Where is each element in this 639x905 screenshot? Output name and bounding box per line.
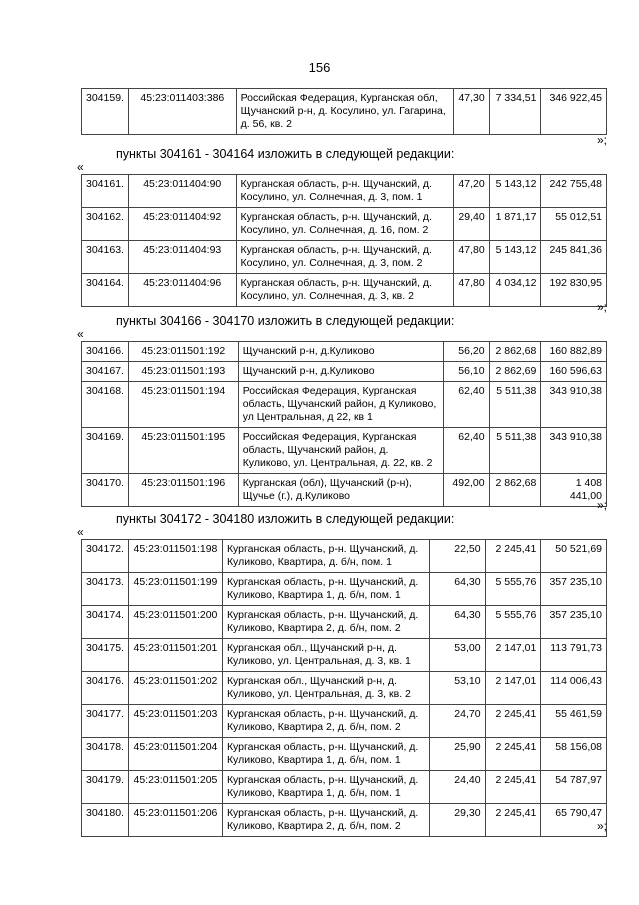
area-cell: 62,40 xyxy=(443,382,489,428)
address-cell: Курганская обл., Щучанский р-н, д. Куликово, ул. Центральная, д. 3, кв. 1 xyxy=(222,639,429,672)
cadastral-number-cell: 45:23:011501:196 xyxy=(128,474,238,507)
row-number-cell: 304179. xyxy=(82,771,129,804)
area-cell: 47,30 xyxy=(454,89,489,135)
table-row xyxy=(82,606,607,639)
cadastral-number-cell: 45:23:011404:93 xyxy=(128,241,236,274)
closing-quote: »; xyxy=(596,133,607,147)
area-cell: 53,00 xyxy=(429,639,485,672)
opening-quote: « xyxy=(77,160,84,174)
row-number-cell: 304167. xyxy=(82,362,129,382)
area-cell: 62,40 xyxy=(443,428,489,474)
cadastral-value-cell: 357 235,10 xyxy=(541,606,607,639)
table-row xyxy=(82,241,607,274)
area-cell: 29,40 xyxy=(454,208,489,241)
cadastral-value-cell: 346 922,45 xyxy=(541,89,607,135)
section-heading: пункты 304161 - 304164 изложить в следующей редакции: xyxy=(116,147,455,161)
row-number-cell: 304173. xyxy=(82,573,129,606)
specific-value-cell: 4 034,12 xyxy=(489,274,541,307)
cadastral-number-cell: 45:23:011501:194 xyxy=(128,382,238,428)
cadastral-number-cell: 45:23:011404:92 xyxy=(128,208,236,241)
area-cell: 64,30 xyxy=(429,606,485,639)
specific-value-cell: 2 245,41 xyxy=(485,804,541,837)
table-row xyxy=(82,175,607,208)
cadastral-value-cell: 242 755,48 xyxy=(541,175,607,208)
table-row xyxy=(82,771,607,804)
cadastral-number-cell: 45:23:011404:90 xyxy=(128,175,236,208)
area-cell: 24,70 xyxy=(429,705,485,738)
cadastral-number-cell: 45:23:011501:192 xyxy=(128,342,238,362)
row-number-cell: 304177. xyxy=(82,705,129,738)
cadastral-value-cell: 55 012,51 xyxy=(541,208,607,241)
address-cell: Российская Федерация, Курганская область, Щучанский район, д Куликово, ул Центральная, д 22, кв 1 xyxy=(238,382,443,428)
specific-value-cell: 2 245,41 xyxy=(485,771,541,804)
table-row xyxy=(82,428,607,474)
cadastral-number-cell: 45:23:011501:206 xyxy=(128,804,222,837)
address-cell: Щучанский р-н, д.Куликово xyxy=(238,342,443,362)
row-number-cell: 304161. xyxy=(82,175,129,208)
cadastral-number-cell: 45:23:011501:203 xyxy=(128,705,222,738)
address-cell: Курганская область, р-н. Щучанский, д. Косулино, ул. Солнечная, д. 16, пом. 2 xyxy=(236,208,454,241)
area-cell: 47,80 xyxy=(454,241,489,274)
area-cell: 29,30 xyxy=(429,804,485,837)
page-number: 156 xyxy=(308,60,331,75)
cadastral-number-cell: 45:23:011403:386 xyxy=(128,89,236,135)
table-row xyxy=(82,382,607,428)
address-cell: Курганская область, р-н. Щучанский, д. Куликово, Квартира, д. б/н, пом. 1 xyxy=(222,540,429,573)
cadastral-value-cell: 54 787,97 xyxy=(541,771,607,804)
cadastral-number-cell: 45:23:011501:195 xyxy=(128,428,238,474)
cadastral-value-cell: 357 235,10 xyxy=(541,573,607,606)
row-number-cell: 304168. xyxy=(82,382,129,428)
opening-quote: « xyxy=(77,525,84,539)
table-row xyxy=(82,672,607,705)
row-number-cell: 304170. xyxy=(82,474,129,507)
specific-value-cell: 2 862,69 xyxy=(489,362,541,382)
address-cell: Российская Федерация, Курганская область, Щучанский район, д. Куликово, ул. Центральная, д. 22, кв. 2 xyxy=(238,428,443,474)
address-cell: Курганская область, р-н. Щучанский, д. Куликово, Квартира 1, д. б/н, пом. 1 xyxy=(222,738,429,771)
table-row xyxy=(82,274,607,307)
cadastral-number-cell: 45:23:011501:193 xyxy=(128,362,238,382)
row-number-cell: 304174. xyxy=(82,606,129,639)
address-cell: Курганская обл., Щучанский р-н, д. Куликово, ул. Центральная, д. 3, кв. 2 xyxy=(222,672,429,705)
specific-value-cell: 2 245,41 xyxy=(485,540,541,573)
cadastral-number-cell: 45:23:011501:204 xyxy=(128,738,222,771)
specific-value-cell: 1 871,17 xyxy=(489,208,541,241)
cadastral-value-cell: 114 006,43 xyxy=(541,672,607,705)
cadastral-number-cell: 45:23:011501:199 xyxy=(128,573,222,606)
cadastral-value-cell: 192 830,95 xyxy=(541,274,607,307)
table-row xyxy=(82,362,607,382)
address-cell: Курганская область, р-н. Щучанский, д. Куликово, Квартира 2, д. б/н, пом. 2 xyxy=(222,606,429,639)
cadastral-value-cell: 55 461,59 xyxy=(541,705,607,738)
cadastral-value-cell: 160 596,63 xyxy=(541,362,607,382)
table-row xyxy=(82,342,607,362)
cadastral-value-cell: 160 882,89 xyxy=(541,342,607,362)
specific-value-cell: 5 555,76 xyxy=(485,573,541,606)
registry-table xyxy=(81,341,607,507)
closing-quote: »; xyxy=(596,300,607,314)
registry-table xyxy=(81,88,607,135)
address-cell: Российская Федерация, Курганская обл, Щучанский р-н, д. Косулино, ул. Гагарина, д. 56, кв. 2 xyxy=(236,89,454,135)
table-row xyxy=(82,474,607,507)
cadastral-value-cell: 343 910,38 xyxy=(541,428,607,474)
area-cell: 64,30 xyxy=(429,573,485,606)
cadastral-value-cell: 58 156,08 xyxy=(541,738,607,771)
specific-value-cell: 2 147,01 xyxy=(485,672,541,705)
cadastral-number-cell: 45:23:011501:202 xyxy=(128,672,222,705)
specific-value-cell: 5 143,12 xyxy=(489,241,541,274)
specific-value-cell: 7 334,51 xyxy=(489,89,541,135)
specific-value-cell: 2 245,41 xyxy=(485,738,541,771)
specific-value-cell: 2 245,41 xyxy=(485,705,541,738)
row-number-cell: 304164. xyxy=(82,274,129,307)
address-cell: Курганская область, р-н. Щучанский, д. Куликово, Квартира 1, д. б/н, пом. 1 xyxy=(222,573,429,606)
area-cell: 24,40 xyxy=(429,771,485,804)
cadastral-value-cell: 50 521,69 xyxy=(541,540,607,573)
cadastral-number-cell: 45:23:011501:200 xyxy=(128,606,222,639)
closing-quote: »; xyxy=(596,819,607,833)
specific-value-cell: 5 511,38 xyxy=(489,382,541,428)
address-cell: Курганская область, р-н. Щучанский, д. Куликово, Квартира 2, д. б/н, пом. 2 xyxy=(222,804,429,837)
cadastral-value-cell: 65 790,47 xyxy=(541,804,607,837)
cadastral-value-cell: 343 910,38 xyxy=(541,382,607,428)
row-number-cell: 304166. xyxy=(82,342,129,362)
registry-table xyxy=(81,174,607,307)
address-cell: Щучанский р-н, д.Куликово xyxy=(238,362,443,382)
area-cell: 53,10 xyxy=(429,672,485,705)
area-cell: 47,80 xyxy=(454,274,489,307)
row-number-cell: 304176. xyxy=(82,672,129,705)
cadastral-number-cell: 45:23:011501:201 xyxy=(128,639,222,672)
table-row xyxy=(82,738,607,771)
specific-value-cell: 2 147,01 xyxy=(485,639,541,672)
row-number-cell: 304178. xyxy=(82,738,129,771)
row-number-cell: 304163. xyxy=(82,241,129,274)
cadastral-value-cell: 245 841,36 xyxy=(541,241,607,274)
address-cell: Курганская область, р-н. Щучанский, д. Косулино, ул. Солнечная, д. 3, кв. 2 xyxy=(236,274,454,307)
area-cell: 492,00 xyxy=(443,474,489,507)
specific-value-cell: 2 862,68 xyxy=(489,342,541,362)
area-cell: 22,50 xyxy=(429,540,485,573)
table-row xyxy=(82,639,607,672)
opening-quote: « xyxy=(77,327,84,341)
table-row xyxy=(82,804,607,837)
specific-value-cell: 5 143,12 xyxy=(489,175,541,208)
table-row xyxy=(82,208,607,241)
specific-value-cell: 5 555,76 xyxy=(485,606,541,639)
table-row xyxy=(82,573,607,606)
section-heading: пункты 304172 - 304180 изложить в следующей редакции: xyxy=(116,512,455,526)
cadastral-number-cell: 45:23:011501:205 xyxy=(128,771,222,804)
cadastral-number-cell: 45:23:011501:198 xyxy=(128,540,222,573)
address-cell: Курганская область, р-н. Щучанский, д. Куликово, Квартира 1, д. б/н, пом. 1 xyxy=(222,771,429,804)
area-cell: 56,10 xyxy=(443,362,489,382)
row-number-cell: 304180. xyxy=(82,804,129,837)
area-cell: 56,20 xyxy=(443,342,489,362)
registry-table xyxy=(81,539,607,837)
row-number-cell: 304169. xyxy=(82,428,129,474)
specific-value-cell: 5 511,38 xyxy=(489,428,541,474)
row-number-cell: 304162. xyxy=(82,208,129,241)
address-cell: Курганская (обл), Щучанский (р-н), Щучье (г.), д.Куликово xyxy=(238,474,443,507)
area-cell: 47,20 xyxy=(454,175,489,208)
specific-value-cell: 2 862,68 xyxy=(489,474,541,507)
table-row xyxy=(82,89,607,135)
row-number-cell: 304175. xyxy=(82,639,129,672)
cadastral-value-cell: 1 408 441,00 xyxy=(541,474,607,507)
table-row xyxy=(82,540,607,573)
address-cell: Курганская область, р-н. Щучанский, д. Куликово, Квартира 2, д. б/н, пом. 2 xyxy=(222,705,429,738)
cadastral-number-cell: 45:23:011404:96 xyxy=(128,274,236,307)
row-number-cell: 304172. xyxy=(82,540,129,573)
table-row xyxy=(82,705,607,738)
closing-quote: »; xyxy=(596,498,607,512)
section-heading: пункты 304166 - 304170 изложить в следующей редакции: xyxy=(116,314,455,328)
area-cell: 25,90 xyxy=(429,738,485,771)
cadastral-value-cell: 113 791,73 xyxy=(541,639,607,672)
address-cell: Курганская область, р-н. Щучанский, д. Косулино, ул. Солнечная, д. 3, пом. 1 xyxy=(236,175,454,208)
address-cell: Курганская область, р-н. Щучанский, д. Косулино, ул. Солнечная, д. 3, пом. 2 xyxy=(236,241,454,274)
row-number-cell: 304159. xyxy=(82,89,129,135)
